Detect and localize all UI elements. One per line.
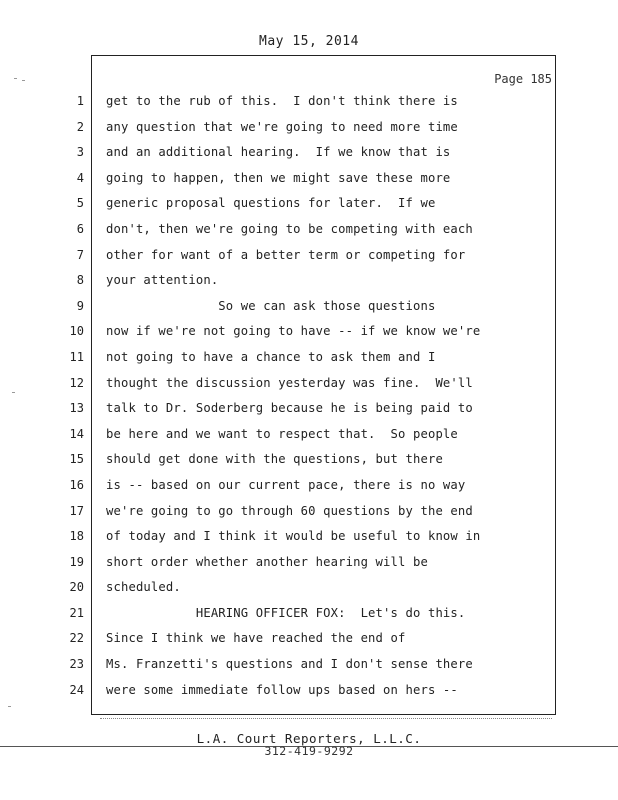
transcript-line: any question that we're going to need more time [106,119,458,134]
transcript-line: not going to have a chance to ask them and I [106,349,436,364]
transcript-date: May 15, 2014 [259,34,359,49]
scan-speck [8,706,11,707]
transcript-line: thought the discussion yesterday was fine. We'll [106,375,473,390]
line-number: 1 [76,94,84,108]
line-number: 20 [69,580,84,595]
transcript-line: Since I think we have reached the end of [106,631,406,646]
scan-artifact-line [100,718,552,719]
line-number: 24 [69,682,84,697]
scan-speck [22,80,25,81]
transcript-line: going to happen, then we might save these more [106,170,451,185]
transcript-line: short order whether another hearing will be [106,554,428,569]
line-number: 15 [69,452,84,467]
transcript-line: we're going to go through 60 questions by the end [106,503,473,518]
line-number: 10 [69,324,84,339]
line-number: 22 [69,631,84,646]
scan-speck [12,392,15,393]
transcript-line: and an additional hearing. If we know that is [106,145,451,160]
scan-speck [14,78,17,79]
transcript-line: HEARING OFFICER FOX: Let's do this. [106,605,466,620]
line-number: 11 [69,349,84,364]
line-number: 3 [76,145,84,160]
transcript-line: is -- based on our current pace, there is no way [106,477,466,492]
line-number: 4 [76,170,84,185]
line-number: 6 [76,221,84,236]
line-number: 12 [69,375,84,390]
line-number: 23 [69,657,84,672]
line-number: 21 [69,605,84,620]
transcript-line: be here and we want to respect that. So people [106,426,458,441]
transcript-line: Ms. Franzetti's questions and I don't sense there [106,657,473,672]
transcript-line: don't, then we're going to be competing with each [106,221,473,236]
line-number: 17 [69,503,84,518]
transcript-line: of today and I think it would be useful to know in [106,529,481,544]
transcript-line: So we can ask those questions [106,298,436,313]
line-number: 13 [69,401,84,416]
line-number: 2 [76,119,84,134]
transcript-line: scheduled. [106,580,181,595]
transcript-line: were some immediate follow ups based on hers -- [106,682,458,697]
line-number: 8 [76,273,84,288]
line-number: 7 [76,247,84,262]
line-number: 18 [69,529,84,544]
transcript-text-column [106,93,536,707]
transcript-line: your attention. [106,273,219,288]
line-number: 9 [76,298,84,313]
line-number: 5 [76,196,84,211]
line-number: 14 [69,426,84,441]
transcript-line: now if we're not going to have -- if we know we're [106,324,481,339]
line-number: 19 [69,554,84,569]
transcript-line: get to the rub of this. I don't think there is [106,94,458,108]
line-number-column [60,93,84,707]
transcript-line: other for want of a better term or competing for [106,247,466,262]
transcript-line: generic proposal questions for later. If we [106,196,436,211]
court-reporter-phone: 312-419-9292 [264,744,354,758]
line-number: 16 [69,477,84,492]
court-reporter-company: L.A. Court Reporters, L.L.C. [196,731,422,746]
transcript-line: should get done with the questions, but there [106,452,443,467]
transcript-line: talk to Dr. Soderberg because he is being paid to [106,401,473,416]
page-number-label: Page 185 [494,72,552,86]
